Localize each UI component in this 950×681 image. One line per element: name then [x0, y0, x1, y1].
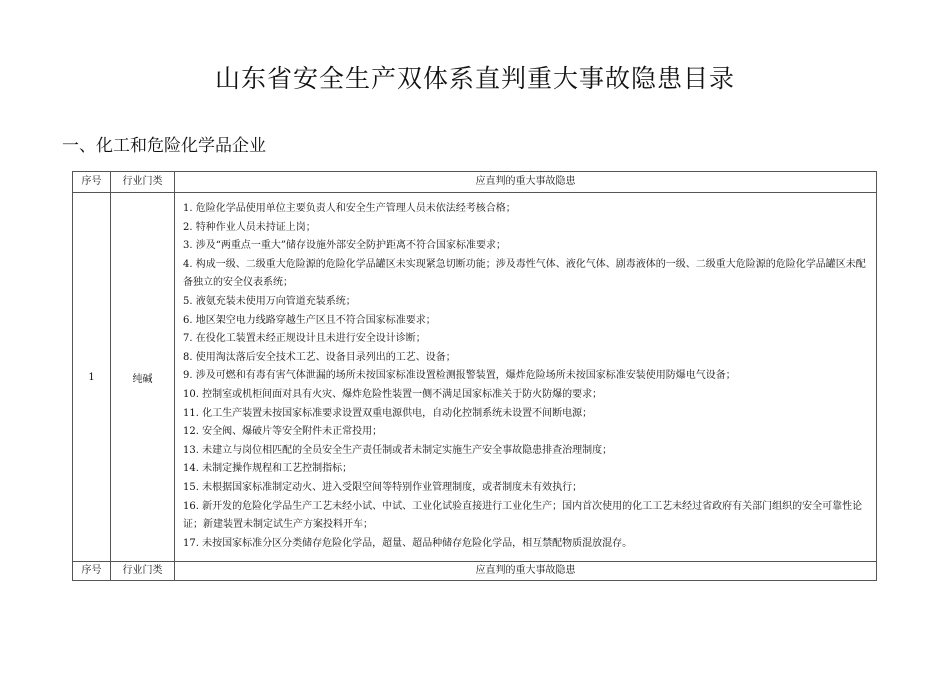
list-item: [183, 200, 866, 219]
item-number: 8.: [183, 351, 193, 363]
item-text: 未按国家标准分区分类储存危险化学品，超量、超品种储存危险化学品，相互禁配物质混放混存。: [202, 537, 633, 549]
item-number: 12.: [183, 426, 199, 438]
list-item: [183, 386, 866, 405]
table-header-row-repeat: [73, 562, 877, 581]
item-number: 7.: [183, 333, 193, 345]
list-item: [183, 256, 866, 293]
hazard-list: [175, 193, 876, 561]
item-text: 地区架空电力线路穿越生产区且不符合国家标准要求；: [195, 314, 436, 326]
list-item: [183, 405, 866, 424]
item-text: 涉及“两重点一重大”储存设施外部安全防护距离不符合国家标准要求；: [195, 240, 506, 252]
item-text: 在役化工装置未经正规设计且未进行安全设计诊断；: [195, 333, 426, 345]
item-number: 5.: [183, 295, 193, 307]
item-number: 15.: [183, 481, 199, 493]
item-text: 液氨充装未使用万向管道充装系统；: [195, 295, 356, 307]
item-number: 10.: [183, 388, 199, 400]
page-cutoff: [72, 591, 878, 681]
item-text: 新开发的危险化学品生产工艺未经小试、中试、工业化试验直接进行工业化生产；国内首次使用的化工工艺未经过省政府有关部门组织的安全可靠性论证；新建装置未制定试生产方案投料开车；: [183, 500, 863, 531]
item-number: 3.: [183, 240, 193, 252]
list-item: [183, 349, 866, 368]
item-number: 11.: [183, 407, 199, 419]
item-text: 安全阀、爆破片等安全附件未正常投用；: [202, 426, 383, 438]
header-hazards-repeat: 应直判的重大事故隐患: [175, 562, 877, 581]
table-header-row: [73, 172, 877, 193]
row-index: 1: [73, 193, 111, 562]
item-number: 14.: [183, 463, 199, 475]
item-number: 16.: [183, 500, 199, 512]
table-row: [73, 193, 877, 562]
header-index-repeat: 序号: [73, 562, 111, 581]
header-hazards: 应直判的重大事故隐患: [175, 172, 877, 193]
header-category: 行业门类: [111, 172, 175, 193]
item-text: 危险化学品使用单位主要负责人和安全生产管理人员未依法经考核合格；: [195, 203, 516, 214]
item-number: 6.: [183, 314, 193, 326]
item-text: 化工生产装置未按国家标准要求设置双重电源供电，自动化控制系统未设置不间断电源；: [202, 407, 593, 419]
list-item: [183, 460, 866, 479]
header-index: 序号: [73, 172, 111, 193]
list-item: [183, 442, 866, 461]
document-title: 山东省安全生产双体系直判重大事故隐患目录: [214, 64, 735, 93]
section-heading: 一、化工和危险化学品企业: [62, 136, 266, 156]
item-text: 控制室或机柜间面对具有火灾、爆炸危险性装置一侧不满足国家标准关于防火防爆的要求；: [202, 388, 603, 400]
list-item: [183, 498, 866, 535]
header-category-repeat: 行业门类: [111, 562, 175, 581]
list-item: [183, 219, 866, 238]
list-item: [183, 330, 866, 349]
item-number: 13.: [183, 444, 199, 456]
item-number: 9.: [183, 370, 193, 382]
item-number: 2.: [183, 221, 193, 233]
item-number: 1.: [183, 203, 193, 214]
list-item: [183, 367, 866, 386]
row-category: 纯碱: [111, 193, 175, 562]
list-item: [183, 423, 866, 442]
item-text: 涉及可燃和有毒有害气体泄漏的场所未按国家标准设置检测报警装置，爆炸危险场所未按国家标准安装使用防爆电气设备；: [195, 370, 736, 382]
list-item: [183, 312, 866, 331]
item-text: 特种作业人员未持证上岗；: [195, 221, 316, 233]
list-item: [183, 479, 866, 498]
hazard-table: [72, 171, 877, 581]
item-text: 未制定操作规程和工艺控制指标；: [202, 463, 353, 475]
item-number: 17.: [183, 537, 199, 549]
list-item: [183, 237, 866, 256]
item-text: 未建立与岗位相匹配的全员安全生产责任制或者未制定实施生产安全事故隐患排查治理制度；: [202, 444, 613, 456]
list-item: [183, 293, 866, 312]
item-text: 使用淘汰落后安全技术工艺、设备目录列出的工艺、设备；: [195, 351, 456, 363]
item-text: 未根据国家标准制定动火、进入受限空间等特别作业管理制度，或者制度未有效执行；: [202, 481, 583, 493]
list-item: [183, 535, 866, 554]
item-number: 4.: [183, 258, 193, 270]
item-text: 构成一级、二级重大危险源的危险化学品罐区未实现紧急切断功能；涉及毒性气体、液化气体、剧毒液体的一级、二级重大危险源的危险化学品罐区未配备独立的安全仪表系统；: [183, 258, 866, 289]
row-hazard-list-cell: [175, 193, 877, 562]
